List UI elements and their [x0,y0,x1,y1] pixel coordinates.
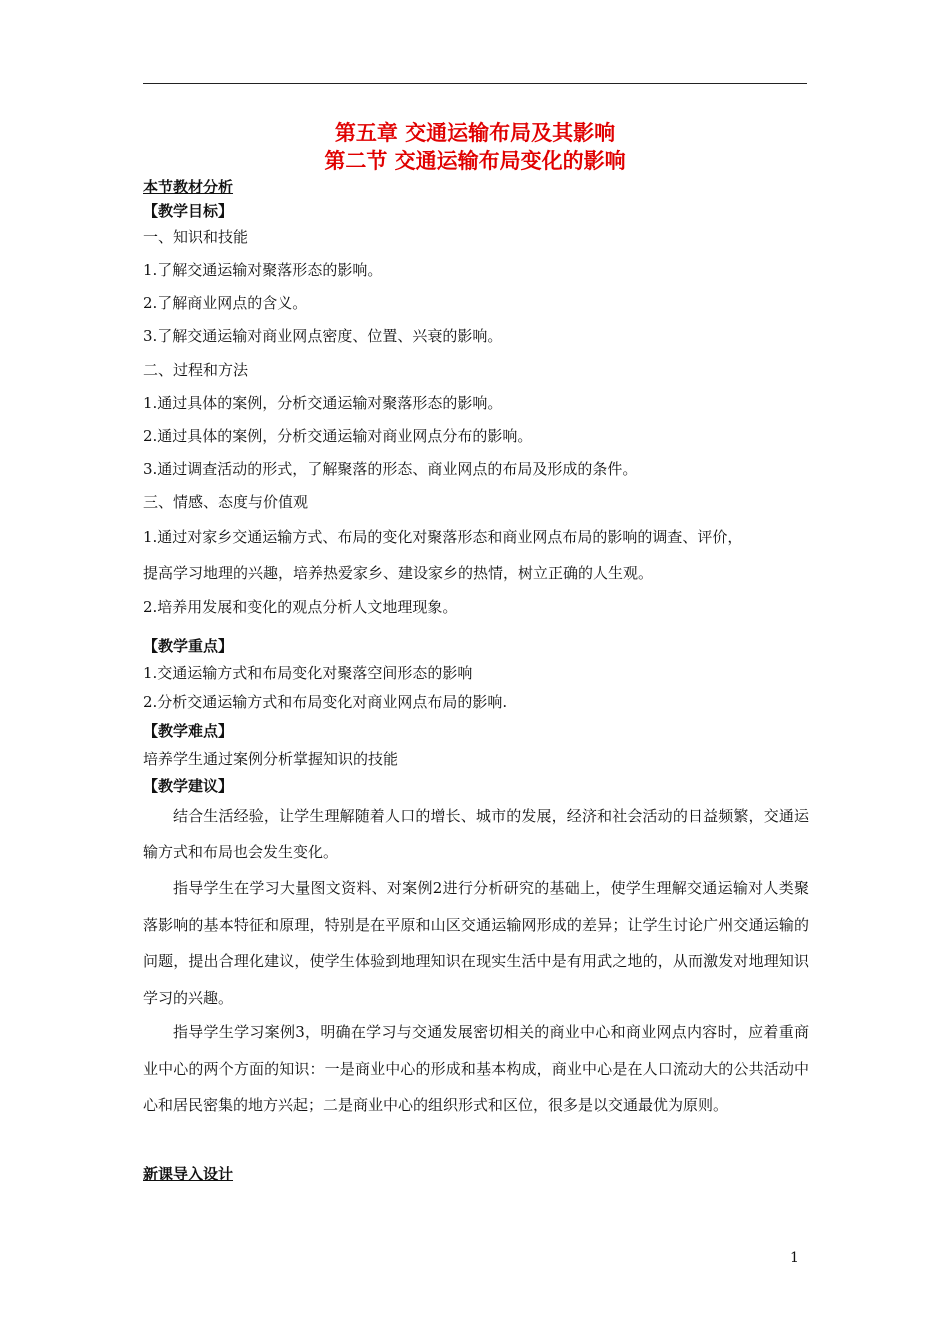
suggestion-paragraph: 指导学生学习案例3，明确在学习与交通发展密切相关的商业中心和商业网点内容时，应着重商业中心的两个方面的知识：一是商业中心的形成和基本构成，商业中心是在人口流动大的公共活动中心和居民密集的地方兴起；二是商业中心的组织形式和区位，很多是以交通最优为原则。 [143,1023,809,1115]
intro-heading: 新课导入设计 [143,1165,234,1183]
values-item-1-line-2: 提高学习地理的兴趣，培养热爱家乡、建设家乡的热情，树立正确的人生观。 [143,564,654,582]
knowledge-item: 1.了解交通运输对聚落形态的影响。 [143,261,383,279]
suggestion-paragraph: 指导学生在学习大量图文资料、对案例2进行分析研究的基础上，使学生理解交通运输对人类聚落影响的基本特征和原理，特别是在平原和山区交通运输网形成的差异；让学生讨论广州交通运输的问题，提出合理化建议，使学生体验到地理知识在现实生活中是有用武之地的，从而激发对地理知识学习的兴趣。 [143,879,809,1007]
process-item: 3.通过调查活动的形式，了解聚落的形态、商业网点的布局及形成的条件。 [143,460,638,478]
knowledge-item: 3.了解交通运输对商业网点密度、位置、兴衰的影响。 [143,327,503,345]
section-title: 第二节 交通运输布局变化的影响 [324,149,626,173]
analysis-heading: 本节教材分析 [143,178,234,196]
difficulties-text: 培养学生通过案例分析掌握知识的技能 [143,750,399,768]
process-heading: 二、过程和方法 [143,361,249,379]
values-item-2: 2.培养用发展和变化的观点分析人文地理现象。 [143,598,458,616]
difficulties-heading: 【教学难点】 [143,722,234,740]
process-item: 1.通过具体的案例，分析交通运输对聚落形态的影响。 [143,394,503,412]
knowledge-item: 2.了解商业网点的含义。 [143,294,308,312]
key-point-item: 2.分析交通运输方式和布局变化对商业网点布局的影响. [143,693,508,711]
process-item: 2.通过具体的案例，分析交通运输对商业网点分布的影响。 [143,427,533,445]
knowledge-heading: 一、知识和技能 [143,228,249,246]
page-number: 1 [790,1250,799,1266]
objectives-heading: 【教学目标】 [143,202,234,220]
chapter-title: 第五章 交通运输布局及其影响 [334,121,616,145]
suggestions-heading: 【教学建议】 [143,777,234,795]
header-rule [143,83,807,84]
key-point-item: 1.交通运输方式和布局变化对聚落空间形态的影响 [143,664,473,682]
values-heading: 三、情感、态度与价值观 [143,493,309,511]
values-item-1-line-1: 1.通过对家乡交通运输方式、布局的变化对聚落形态和商业网点布局的影响的调查、评价， [143,528,743,546]
suggestion-paragraph: 结合生活经验，让学生理解随着人口的增长、城市的发展，经济和社会活动的日益频繁，交通运输方式和布局也会发生变化。 [143,807,809,861]
key-points-heading: 【教学重点】 [143,637,234,655]
